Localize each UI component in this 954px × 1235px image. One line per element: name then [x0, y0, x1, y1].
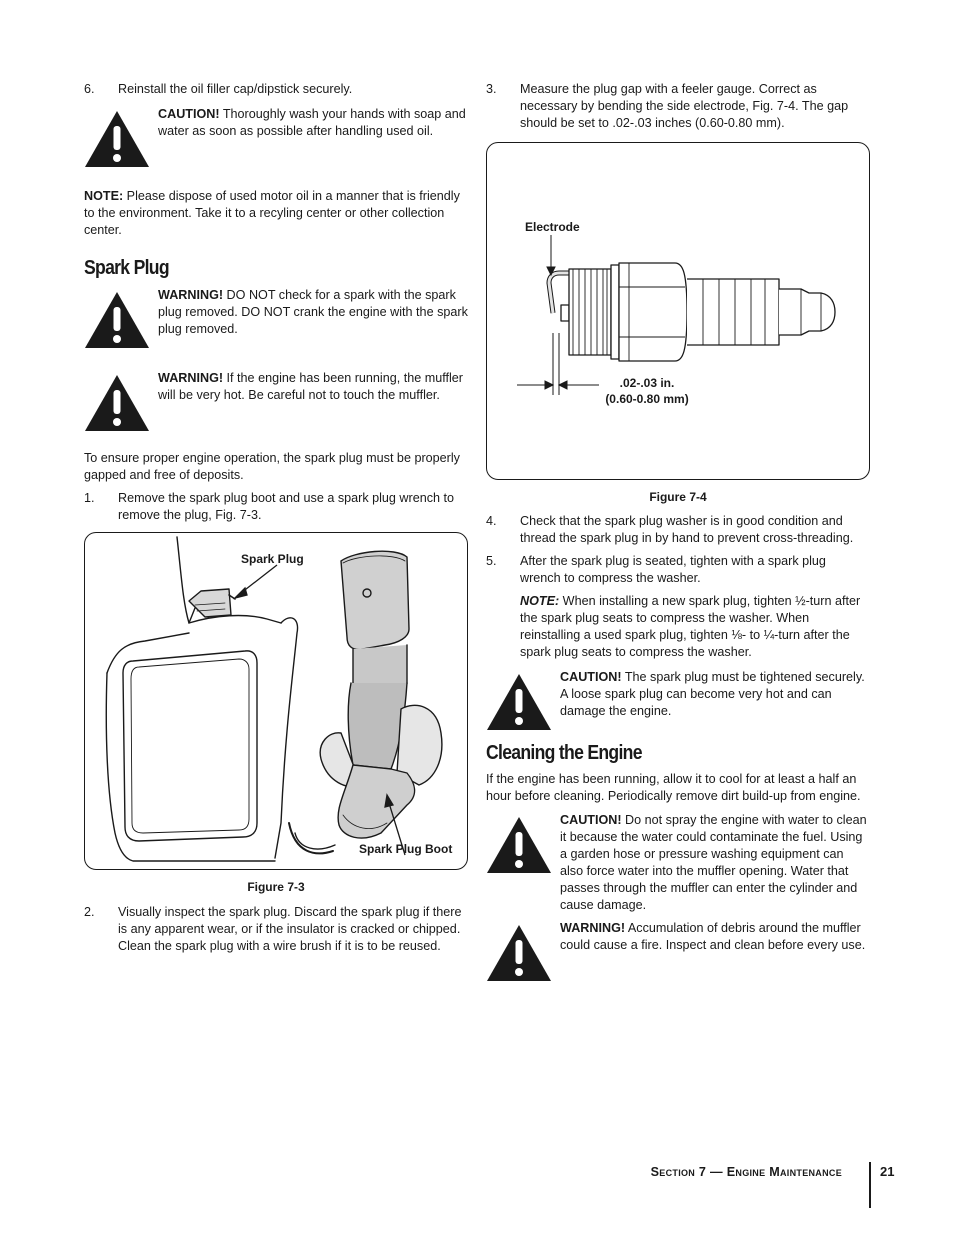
figure-7-4-caption: Figure 7-4: [649, 490, 707, 504]
warning-triangle-icon: [84, 110, 150, 168]
label-gap-inches: .02-.03 in.: [619, 376, 675, 390]
footer-section-title: Section 7 — Engine Maintenance: [650, 1165, 842, 1179]
warning-spark-check: [84, 287, 468, 353]
step-number: 6.: [84, 82, 95, 96]
note-oil-disposal: NOTE: Please dispose of used motor oil in a manner that is friendly to the environment. Take it to a recyling center or other collection center.: [84, 189, 460, 237]
step-number: 2.: [84, 905, 95, 919]
step-text: Reinstall the oil filler cap/dipstick securely.: [118, 82, 353, 96]
spark-plug-removal-illustration: [85, 533, 467, 869]
warning-label: WARNING!: [158, 371, 224, 385]
label-spark-plug: Spark Plug: [241, 552, 304, 566]
caution-label: CAUTION!: [560, 670, 622, 684]
warning-triangle-icon: [486, 673, 552, 731]
caution-label: CAUTION!: [560, 813, 622, 827]
left-column: [84, 81, 468, 955]
footer: [520, 1162, 895, 1208]
note-tightening: NOTE: When installing a new spark plug, tighten ½-turn after the spark plug seats to compress the washer. When reinstalling a used spark plug, tighten ⅛- to ¼-turn after the spark plug seats to compress the washer.: [520, 594, 861, 659]
step-text: Remove the spark plug boot and use a spark plug wrench to remove the plug, Fig. 7-3.: [118, 491, 455, 522]
step-text: Measure the plug gap with a feeler gauge. Correct as necessary by bending the side electrode, Fig. 7-4. The gap should be set to .02-.03 inches (0.60-0.80 mm).: [520, 82, 849, 130]
step-number: 1.: [84, 491, 95, 505]
step-4: [486, 513, 870, 547]
note-label: NOTE:: [84, 189, 124, 203]
step-5: [486, 553, 870, 587]
note-label: NOTE:: [520, 594, 560, 608]
page-number: 21: [880, 1164, 895, 1179]
warning-text: WARNING! If the engine has been running, the muffler will be very hot. Be careful not to touch the muffler.: [158, 371, 463, 402]
spark-plug-gap-illustration: [487, 143, 869, 479]
label-spark-plug-boot: Spark Plug Boot: [359, 842, 453, 856]
step-number: 4.: [486, 514, 497, 528]
warning-triangle-icon: [84, 374, 150, 432]
caution-text: CAUTION! Do not spray the engine with water to clean it because the water could contaminate the fuel. Using a garden hose or pressure washing equipment can also force water into the muffler opening. Water that passes through the muffler can enter the cylinder and cause damage.: [560, 813, 867, 912]
caution-loose-plug: [486, 669, 870, 735]
caution-text: CAUTION! Thoroughly wash your hands with soap and water as soon as possible after handling used oil.: [158, 107, 466, 138]
heading-cleaning-engine: Cleaning the Engine: [486, 742, 642, 764]
step-text: After the spark plug is seated, tighten with a spark plug wrench to compress the washer.: [520, 554, 826, 585]
warning-triangle-icon: [486, 924, 552, 982]
figure-7-3-caption: Figure 7-3: [247, 880, 305, 894]
step-6: [84, 81, 468, 98]
warning-text: WARNING! DO NOT check for a spark with the spark plug removed. DO NOT crank the engine with the spark plug removed.: [158, 288, 468, 336]
spark-plug-intro: To ensure proper engine operation, the spark plug must be properly gapped and free of deposits.: [84, 451, 460, 482]
step-1: [84, 490, 468, 524]
label-gap-mm: (0.60-0.80 mm): [605, 392, 689, 406]
warning-text: WARNING! Accumulation of debris around the muffler could cause a fire. Inspect and clean before every use.: [560, 921, 866, 952]
right-column: [486, 81, 870, 986]
step-2: [84, 904, 468, 955]
step-3: [486, 81, 870, 132]
warning-label: WARNING!: [158, 288, 224, 302]
cleaning-intro: If the engine has been running, allow it to cool for at least a half an hour before cleaning. Periodically remove dirt build-up from engine.: [486, 772, 861, 803]
caution-oil: [84, 106, 468, 172]
label-electrode: Electrode: [525, 220, 580, 234]
step-number: 5.: [486, 554, 497, 568]
caution-water-spray: [486, 812, 870, 914]
step-text: Check that the spark plug washer is in good condition and thread the spark plug in by hand to prevent cross-threading.: [520, 514, 854, 545]
step-text: Visually inspect the spark plug. Discard the spark plug if there is any apparent wear, or if the insulator is cracked or chipped. Clean the spark plug with a wire brush if it is to be reused.: [118, 905, 462, 953]
footer-divider: [869, 1162, 871, 1208]
warning-triangle-icon: [486, 816, 552, 874]
caution-text: CAUTION! The spark plug must be tightened securely. A loose spark plug can become very hot and can damage the engine.: [560, 670, 865, 718]
heading-spark-plug: Spark Plug: [84, 257, 169, 279]
figure-7-3: [84, 532, 468, 870]
warning-triangle-icon: [84, 291, 150, 349]
step-number: 3.: [486, 82, 497, 96]
warning-label: WARNING!: [560, 921, 626, 935]
warning-muffler-hot: [84, 370, 468, 436]
warning-debris-fire: [486, 920, 870, 986]
caution-label: CAUTION!: [158, 107, 220, 121]
figure-7-4: [486, 142, 870, 480]
